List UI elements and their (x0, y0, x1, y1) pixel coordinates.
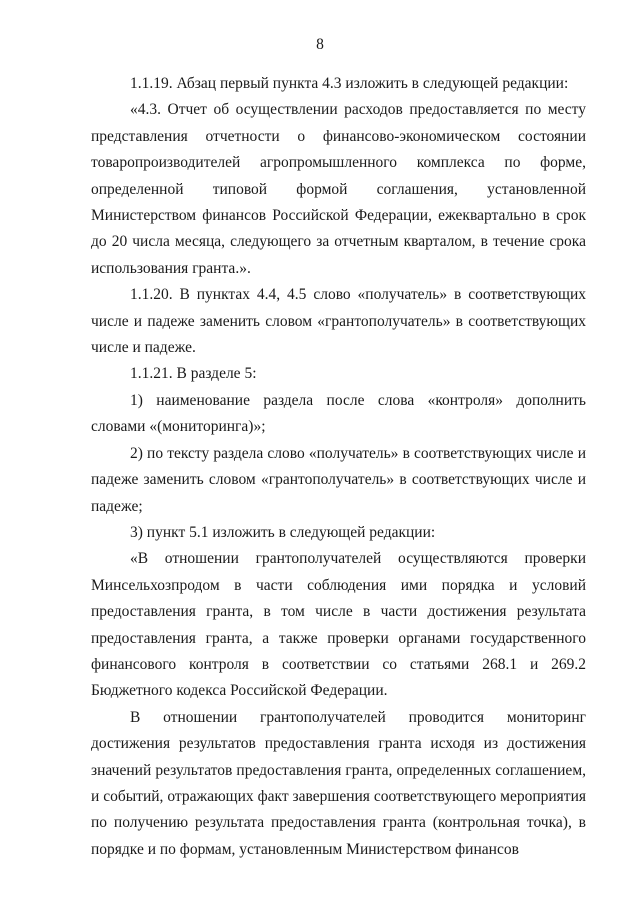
paragraph-monitoring: В отношении грантополучателей проводится мониторинг достижения результатов предоставления гранта исходя из достижения значений результатов предоставления гранта, определенных соглашением, и событий, отражающих факт завершения соответствующего мероприятия по получению результата предоставления гранта (контрольная точка), в порядке и по формам, установленным Министерством финансов (91, 708, 586, 858)
paragraph-5-1-new-text: «В отношении грантополучателей осуществляются проверки Минсельхозпродом в части соблюдения ими порядка и условий предоставления гранта, в том числе в части достижения результата предоставления гранта, а также проверки органами государственного финансового контроля в соответствии со статьями 268.1 и 269.2 Бюджетного кодекса Российской Федерации. (91, 550, 586, 700)
paragraph-4-3-new-text: «4.3. Отчет об осуществлении расходов предоставляется по месту представления отчетности о финансово-экономическом состоянии товаропроизводителей агропромышленного комплекса по форме, определенной типовой формой соглашения, установленной Министерством финансов Российской Федерации, ежеквартально в срок до 20 числа месяца, следующего за отчетным кварталом, в течение срока использования гранта.». (91, 101, 586, 277)
paragraph-1-1-20: 1.1.20. В пунктах 4.4, 4.5 слово «получатель» в соответствующих числе и падеже заменить словом «грантополучатель» в соответствующих числе и падеже. (91, 286, 586, 357)
paragraph-item-1: 1) наименование раздела после слова «контроля» дополнить словами «(мониторинга)»; (91, 391, 586, 436)
paragraph-1-1-21: 1.1.21. В разделе 5: (130, 365, 257, 383)
document-body (91, 71, 586, 863)
paragraph-item-3: 3) пункт 5.1 изложить в следующей редакции: (130, 523, 436, 541)
page-number: 8 (316, 36, 324, 53)
paragraph-1-1-19: 1.1.19. Абзац первый пункта 4.3 изложить в следующей редакции: (130, 75, 569, 92)
paragraph-item-2: 2) по тексту раздела слово «получатель» в соответствующих числе и падеже заменить словом «грантополучатель» в соответствующих числе и падеже; (91, 444, 586, 515)
